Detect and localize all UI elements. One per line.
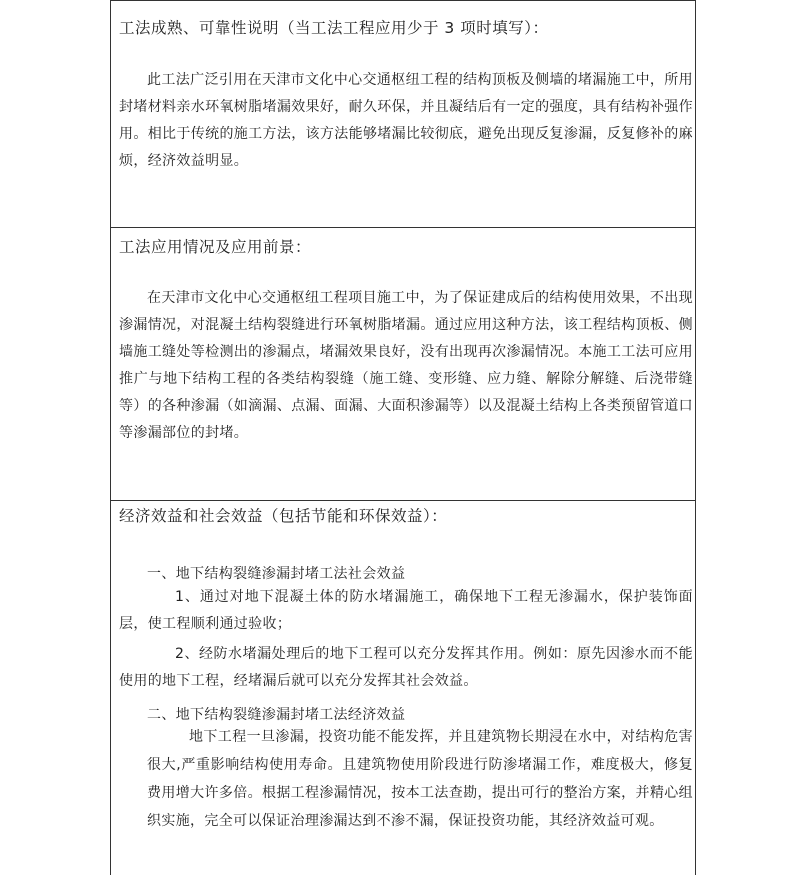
section-divider-2 <box>111 500 695 501</box>
form-table <box>110 0 696 875</box>
social-benefit-item-2: 2、经防水堵漏处理后的地下工程可以充分发挥其作用。例如：原先因渗水而不能使用的地下工程，经堵漏后就可以充分发挥其社会效益。 <box>119 646 693 689</box>
table-top-border <box>111 0 695 1</box>
social-benefit-title: 一、地下结构裂缝渗漏封堵工法社会效益 <box>147 566 406 582</box>
economic-benefit-title: 二、地下结构裂缝渗漏封堵工法经济效益 <box>147 707 406 723</box>
application-heading: 工法应用情况及应用前景： <box>119 238 312 256</box>
benefits-heading: 经济效益和社会效益（包括节能和环保效益）： <box>119 507 448 525</box>
social-benefit-item-1: 1、通过对地下混凝土体的防水堵漏施工，确保地下工程无渗漏水，保护装饰面层，使工程顺利通过验收； <box>119 589 693 632</box>
maturity-heading: 工法成熟、可靠性说明（当工法工程应用少于 3 项时填写）： <box>119 19 549 37</box>
maturity-body: 此工法广泛引用在天津市文化中心交通枢纽工程的结构顶板及侧墙的堵漏施工中，所用封堵材料亲水环氧树脂堵漏效果好，耐久环保，并且凝结后有一定的强度，具有结构补强作用。相比于传统的施工方法，该方法能够堵漏比较彻底，避免出现反复渗漏，反复修补的麻烦，经济效益明显。 <box>119 72 693 169</box>
application-body: 在天津市文化中心交通枢纽工程项目施工中，为了保证建成后的结构使用效果，不出现渗漏情况，对混凝土结构裂缝进行环氧树脂堵漏。通过应用这种方法，该工程结构顶板、侧墙施工缝处等检测出的渗漏点，堵漏效果良好，没有出现再次渗漏情况。本施工工法可应用推广与地下结构工程的各类结构裂缝（施工缝、变形缝、应力缝、解除分解缝、后浇带缝等）的各种渗漏（如滴漏、点漏、面漏、大面积渗漏等）以及混凝土结构上各类预留管道口等渗漏部位的封堵。 <box>119 290 693 441</box>
economic-benefit-body: 地下工程一旦渗漏，投资功能不能发挥，并且建筑物长期浸在水中，对结构危害很大,严重影响结构使用寿命。且建筑物使用阶段进行防渗堵漏工作，难度极大，修复费用增大许多倍。根据工程渗漏情况，按本工法查勘，提出可行的整治方案，并精心组织实施，完全可以保证治理渗漏达到不渗不漏，保证投资功能，其经济效益可观。 <box>147 729 693 829</box>
section-divider-1 <box>111 227 695 228</box>
